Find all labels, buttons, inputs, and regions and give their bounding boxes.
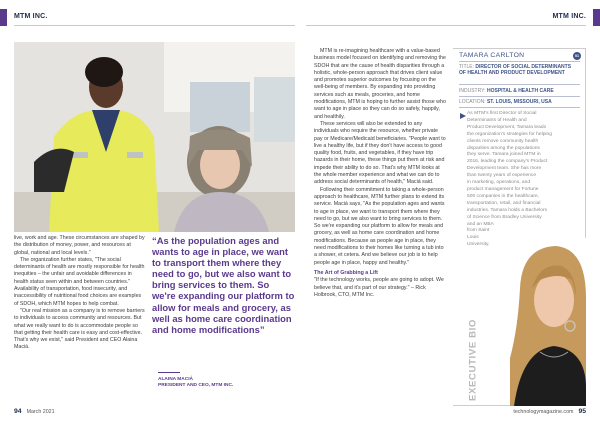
bio-line: As MTM's first Director of Social (467, 111, 537, 116)
bio-title-field (459, 64, 579, 77)
header-rule-left (14, 25, 295, 26)
bio-line: Product Development, Tamara leads (467, 124, 547, 130)
header-rule-right (306, 25, 586, 26)
bio-industry-field (459, 88, 579, 94)
field-key: TITLE: (459, 64, 475, 70)
bio-line: from Saint (467, 228, 490, 234)
paragraph: Following their commitment to taking a whole-person approach to healthcare, MTM further plans to extend its service. Maciá says, "As the population ages and wants to age in place, we want to transport them where they need to go, but we also want to bring services to them. So we're expanding our platform to allow for meals and grocery, as well as home care coordination and home modifications. Because as people age in place, they need modifications to their homes like turning a tub into a shower, et cetera. And we believe our job is to help people age in place, happy and healthy." (314, 186, 445, 266)
executive-portrait (510, 238, 586, 406)
footer-right (513, 408, 586, 415)
page-edge-tab-left (0, 9, 7, 26)
field-key: LOCATION: (459, 99, 486, 105)
field-key: INDUSTRY: (459, 88, 486, 94)
quote-author-name: ALAINA MACIÁ (158, 377, 193, 382)
page-edge-tab-right (593, 9, 600, 26)
bio-line: the organization's strategies for helping (467, 131, 552, 137)
body-column-3 (314, 48, 447, 299)
bio-rule (459, 61, 580, 62)
issue-date: March 2021 (26, 409, 55, 415)
executive-bio-vertical-label (465, 316, 481, 404)
bio-line: clients remove community health (467, 138, 539, 144)
bio-line: 500 companies in the healthcare, (467, 193, 540, 199)
paragraph: "If the technology works, people are going to adopt. We believe that, and it's part of our strategy." – Rick Holbrook, CTO, MTM Inc. (314, 277, 444, 298)
running-header-left: MTM INC. (14, 13, 48, 20)
pull-quote-attribution (158, 377, 258, 389)
paragraph: "Our real mission as a company is to remove barriers to individuals to access community and resources. But what we really want to do is accommodate people so that getting their health care is easy and cost-effective. That's why we exist," said President and CEO Alaina Maciá. (14, 307, 145, 351)
section-subhead: The Art of Grabbing a Lift (314, 269, 378, 276)
website: technologymagazine.com (513, 409, 574, 415)
bio-rule (459, 96, 580, 97)
bio-line: 2016, leading the company's Product (467, 159, 548, 165)
feature-photo (14, 42, 295, 232)
bio-line: than twenty years of experience (467, 173, 537, 179)
running-header-right: MTM INC. (552, 13, 586, 20)
body-column-1 (14, 235, 145, 352)
pull-quote-divider (158, 372, 180, 373)
paragraph: These services will also be extended to any individuals who require the resource, whether private pay or Medicare/Medicaid beneficiaries. "People want to live a healthy life, but if they don't have access to good quality food, fruits, and vegetables, if they have trip hazards in their home, these things put them at risk and impede their ability to do so. That's why MTM looks at the whole member experience and what we can do to address social determinants of health," Maciá said. (314, 120, 446, 186)
bio-line: in marketing, operations, and (467, 180, 531, 186)
bio-line: Development team. She has more (467, 166, 542, 172)
paragraph: The organization further states, "The social determinants of health are mostly responsible for health inequities – the unfair and avoidable differences in health status seen within and between countries." Availability of transportation, food insecurity, and inaccessibility of nutritional food choices are examples of SDOH, which MTM hopes to help combat. (14, 256, 145, 307)
bio-line: they serve. Tamara joined MTM in (467, 152, 541, 158)
bio-rule (459, 107, 580, 108)
bio-line: Louis (467, 235, 479, 241)
quote-author-role: PRESIDENT AND CEO, MTM INC. (158, 382, 234, 388)
bio-number-badge: 01 (575, 54, 579, 58)
bio-line: University. (467, 242, 490, 248)
field-value: HOSPITAL & HEALTH CARE (486, 88, 554, 94)
bio-line: of Science from Bradley University (467, 214, 542, 220)
paragraph: MTM is re-imagining healthcare with a value-based business model focused on identifying and removing the SDOH that are the cause of health disparities through a holistic, whole-person approach that drives client value and promotes superior outcomes by focusing on the well-being of members. By expanding into providing services such as meals, groceries, and home modifications, MTM is hoping to further assist those who want to age in place so they can do so safely, happily, and healthily. (314, 48, 446, 120)
arrow-icon (459, 112, 467, 120)
bio-rule (459, 84, 580, 85)
bio-line: transportation, retail, and financial (467, 200, 541, 206)
field-value: DIRECTOR OF SOCIAL DETERMINANTS OF HEALTH AND PRODUCT DEVELOPMENT (459, 64, 572, 77)
vertical-label-text: EXECUTIVE BIO (467, 319, 479, 401)
footer-left (14, 408, 55, 415)
bio-line: Determinants of Health and (467, 117, 527, 123)
field-value: ST. LOUIS, MISSOURI, USA (486, 99, 552, 105)
page-number: 95 (578, 408, 586, 415)
page-number: 94 (14, 408, 22, 415)
bio-line: and an MBA (467, 221, 494, 227)
bio-line: disparities among the populations (467, 145, 540, 151)
bio-line: product management for Fortune (467, 186, 539, 192)
bio-text (467, 111, 585, 249)
bio-name: TAMARA CARLTON (459, 52, 525, 59)
bio-location-field (459, 99, 579, 105)
paragraph: live, work and age. These circumstances are shaped by the distribution of money, power, and resources at global, national and local levels." (14, 235, 145, 256)
pull-quote: “As the population ages and wants to age in place, we want to transport them where they need to go, but we also want to bring services to them. So we're expanding our platform to allow for meals and grocery, as well as home care coordination and home modifications” (152, 235, 295, 335)
bio-line: industries. Tamara holds a Bachelors (467, 207, 548, 213)
